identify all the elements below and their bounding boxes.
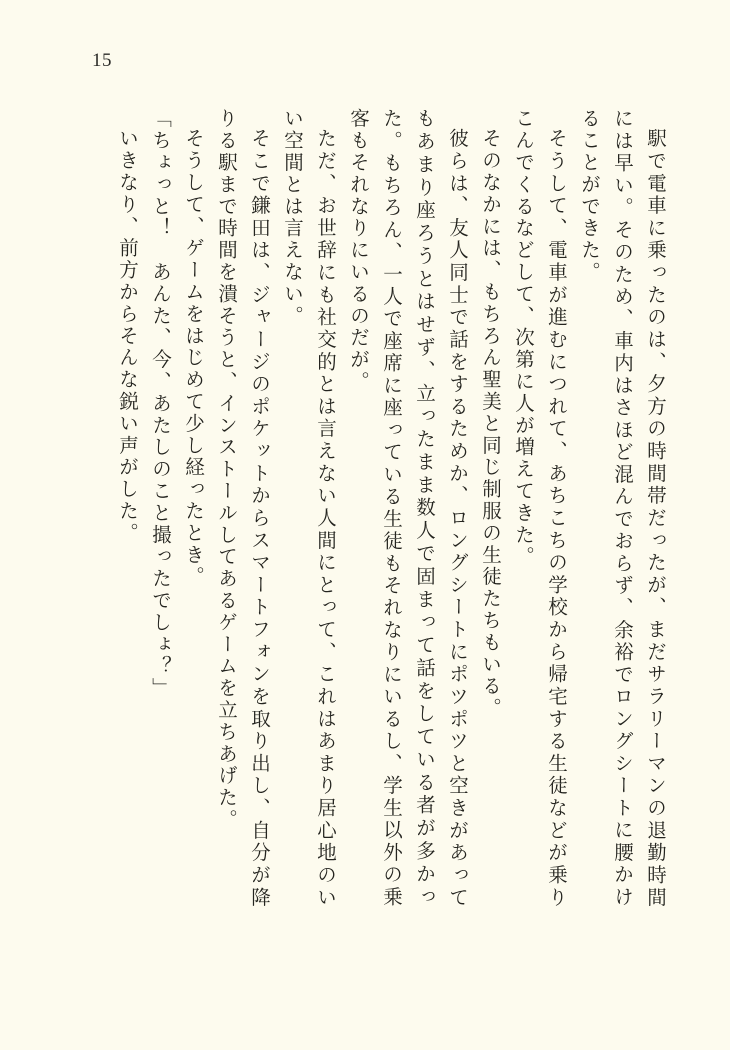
paragraph: 駅で電車に乗ったのは、夕方の時間帯だったが、まだサラリーマンの退勤時間には早い。そのため、車内はさほど混んでおらず、余裕でロングシートに腰かけることができた。 [578,108,667,908]
paragraph: ただ、お世辞にも社交的とは言えない人間にとって、これはあまり居心地のいい空間とは言えない。 [281,108,337,908]
page-number: 15 [92,50,112,71]
paragraph: そうして、ゲームをはじめて少し経ったとき。 [182,127,205,588]
body-text [112,108,672,908]
paragraph-dialogue: 「ちょっと！ あんた、今、あたしのこと撮ったでしょ？」 [149,108,172,700]
paragraph: そのなかには、もちろん聖美と同じ制服の生徒たちもいる。 [479,127,502,719]
paragraph: そこで鎌田は、ジャージのポケットからスマートフォンを取り出し、自分が降りる駅まで時間を潰そうと、インストールしてあるゲームを立ちあげた。 [215,108,271,908]
paragraph: 彼らは、友人同士で話をするためか、ロングシートにポツポツと空きがあってもあまり座ろうとはせず、立ったまま数人で固まって話をしている者が多かった。もちろん、一人で座席に座っている生徒もそれなりにいるし、学生以外の乗客もそれなりにいるのだが。 [347,108,469,908]
paragraph: そうして、電車が進むにつれて、あちこちの学校から帰宅する生徒などが乗りこんでくるなどして、次第に人が増えてきた。 [512,108,568,908]
paragraph: いきなり、前方からそんな鋭い声がした。 [116,127,139,544]
